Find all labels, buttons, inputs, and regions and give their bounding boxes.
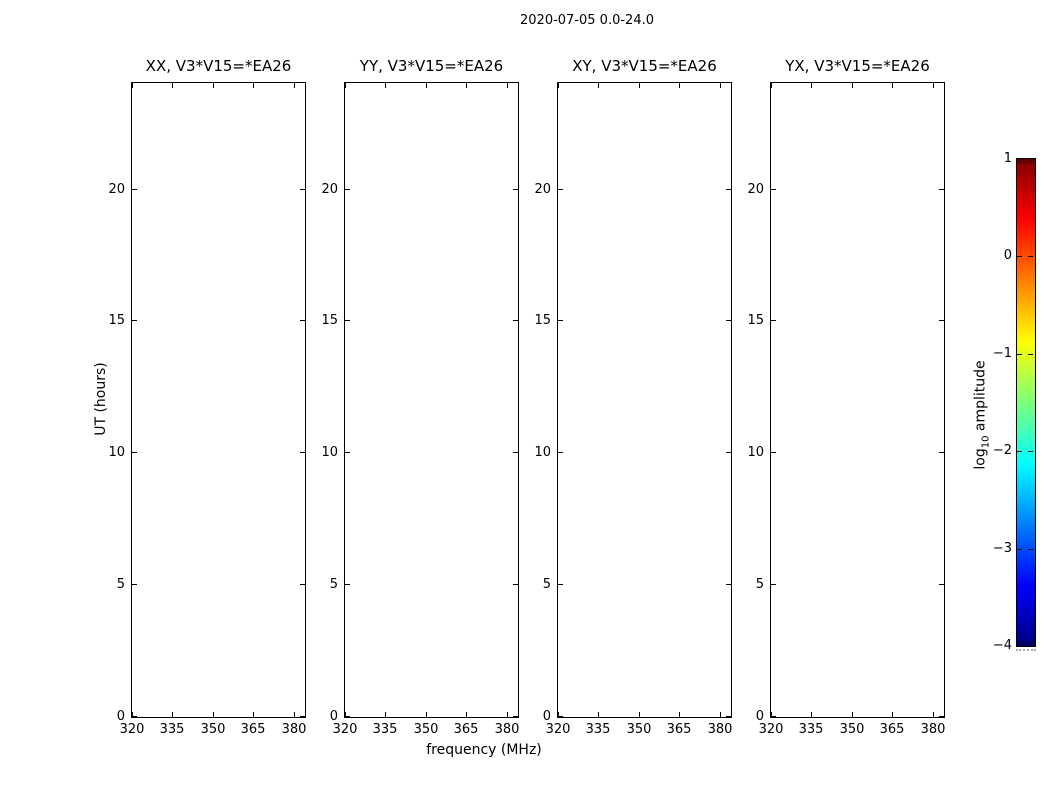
y-tick (558, 189, 563, 190)
y-tick (513, 189, 518, 190)
panel-title: XY, V3*V15=*EA26 (572, 57, 717, 75)
y-tick (771, 584, 776, 585)
y-axis-label: UT (hours) (93, 362, 109, 436)
x-tick (811, 712, 812, 717)
x-tick (558, 83, 559, 88)
y-tick (345, 716, 350, 717)
x-tick (507, 83, 508, 88)
y-tick (513, 584, 518, 585)
y-tick-label: 15 (534, 313, 551, 328)
x-tick-label: 350 (413, 722, 439, 737)
x-tick-label: 365 (879, 722, 905, 737)
y-tick (345, 320, 350, 321)
x-tick (385, 712, 386, 717)
y-tick (558, 320, 563, 321)
y-tick (132, 452, 137, 453)
y-tick (726, 452, 731, 453)
x-tick-label: 350 (839, 722, 865, 737)
y-tick (345, 452, 350, 453)
y-tick-label: 0 (329, 709, 338, 724)
x-tick-label: 350 (200, 722, 226, 737)
y-tick-label: 5 (755, 577, 764, 592)
y-tick-label: 15 (321, 313, 338, 328)
x-tick (426, 712, 427, 717)
plot-panel (557, 82, 732, 718)
y-tick (345, 584, 350, 585)
figure-title: 2020-07-05 0.0-24.0 (520, 13, 654, 28)
y-tick (771, 716, 776, 717)
colorbar (1016, 158, 1036, 647)
x-tick-label: 380 (920, 722, 946, 737)
x-tick (294, 83, 295, 88)
panel-title: XX, V3*V15=*EA26 (145, 57, 292, 75)
y-tick (345, 189, 350, 190)
y-tick (726, 320, 731, 321)
x-tick (253, 83, 254, 88)
y-tick-label: 20 (108, 182, 125, 197)
x-tick (720, 712, 721, 717)
x-tick (639, 83, 640, 88)
y-tick (300, 452, 305, 453)
y-tick (939, 716, 944, 717)
y-tick (300, 189, 305, 190)
y-tick (132, 320, 137, 321)
colorbar-tick-label: −1 (992, 346, 1012, 361)
colorbar-label-suffix: amplitude (972, 360, 989, 436)
x-tick (507, 712, 508, 717)
x-tick-label: 365 (666, 722, 692, 737)
y-tick (132, 584, 137, 585)
y-tick-label: 10 (534, 445, 551, 460)
x-tick (172, 83, 173, 88)
x-tick (811, 83, 812, 88)
y-tick (771, 320, 776, 321)
x-tick-label: 335 (372, 722, 398, 737)
x-tick-label: 320 (545, 722, 571, 737)
y-tick-label: 20 (321, 182, 338, 197)
y-tick-label: 15 (747, 313, 764, 328)
x-tick-label: 380 (494, 722, 520, 737)
x-tick (213, 83, 214, 88)
y-tick-label: 0 (755, 709, 764, 724)
colorbar-tick-dash (1017, 256, 1035, 257)
x-tick (426, 83, 427, 88)
x-tick (892, 83, 893, 88)
y-tick (939, 452, 944, 453)
x-tick (172, 712, 173, 717)
x-tick-label: 320 (332, 722, 358, 737)
x-tick-label: 350 (626, 722, 652, 737)
y-tick (939, 584, 944, 585)
x-tick-label: 320 (758, 722, 784, 737)
x-tick-label: 320 (119, 722, 145, 737)
x-tick-label: 335 (585, 722, 611, 737)
x-tick-label: 380 (707, 722, 733, 737)
y-tick (771, 189, 776, 190)
x-tick (385, 83, 386, 88)
colorbar-tick-label: −4 (992, 638, 1012, 653)
plot-panel (770, 82, 945, 718)
colorbar-label-subscript: 10 (980, 435, 992, 449)
x-tick-label: 365 (453, 722, 479, 737)
colorbar-tick-label: 1 (1003, 151, 1012, 166)
x-tick-label: 365 (240, 722, 266, 737)
y-tick (771, 452, 776, 453)
y-tick-label: 10 (108, 445, 125, 460)
x-tick (852, 712, 853, 717)
x-tick (253, 712, 254, 717)
y-tick-label: 0 (116, 709, 125, 724)
y-tick (513, 320, 518, 321)
colorbar-label (973, 360, 992, 469)
colorbar-tick-label: −2 (992, 443, 1012, 458)
x-tick (345, 83, 346, 88)
y-tick-label: 15 (108, 313, 125, 328)
x-tick (720, 83, 721, 88)
x-tick (892, 712, 893, 717)
x-tick (132, 83, 133, 88)
plot-panel (344, 82, 519, 718)
plot-panel (131, 82, 306, 718)
panel-title: YX, V3*V15=*EA26 (785, 57, 930, 75)
colorbar-top-edge-ticks (1018, 159, 1034, 164)
x-tick-label: 335 (798, 722, 824, 737)
x-axis-label: frequency (MHz) (426, 742, 542, 758)
y-tick (300, 716, 305, 717)
y-tick (726, 189, 731, 190)
x-tick (639, 712, 640, 717)
y-tick-label: 20 (747, 182, 764, 197)
x-tick (598, 83, 599, 88)
y-tick (558, 716, 563, 717)
y-tick (300, 320, 305, 321)
x-tick (852, 83, 853, 88)
x-tick (213, 712, 214, 717)
x-tick (771, 83, 772, 88)
colorbar-bottom-dots (1016, 649, 1036, 651)
colorbar-bottom-edge-ticks (1018, 641, 1034, 646)
x-tick-label: 380 (281, 722, 307, 737)
y-tick (558, 584, 563, 585)
y-tick (726, 716, 731, 717)
colorbar-tick-dash (1017, 354, 1035, 355)
y-tick (726, 584, 731, 585)
x-tick (679, 712, 680, 717)
x-tick (466, 83, 467, 88)
y-tick-label: 0 (542, 709, 551, 724)
y-tick (939, 320, 944, 321)
colorbar-tick-label: 0 (1003, 248, 1012, 263)
y-tick (132, 716, 137, 717)
y-tick (513, 716, 518, 717)
x-tick-label: 335 (159, 722, 185, 737)
y-tick (132, 189, 137, 190)
y-tick-label: 5 (542, 577, 551, 592)
x-tick (933, 83, 934, 88)
colorbar-tick-dash (1017, 451, 1035, 452)
x-tick (466, 712, 467, 717)
x-tick (933, 712, 934, 717)
panel-title: YY, V3*V15=*EA26 (359, 57, 504, 75)
colorbar-tick-label: −3 (992, 541, 1012, 556)
y-tick (300, 584, 305, 585)
y-tick-label: 10 (321, 445, 338, 460)
y-tick-label: 10 (747, 445, 764, 460)
x-tick (598, 712, 599, 717)
y-tick (513, 452, 518, 453)
y-tick-label: 5 (329, 577, 338, 592)
colorbar-label-prefix: log (972, 448, 989, 470)
y-tick-label: 20 (534, 182, 551, 197)
colorbar-tick-dash (1017, 549, 1035, 550)
y-tick-label: 5 (116, 577, 125, 592)
x-tick (294, 712, 295, 717)
y-tick (558, 452, 563, 453)
x-tick (679, 83, 680, 88)
y-tick (939, 189, 944, 190)
